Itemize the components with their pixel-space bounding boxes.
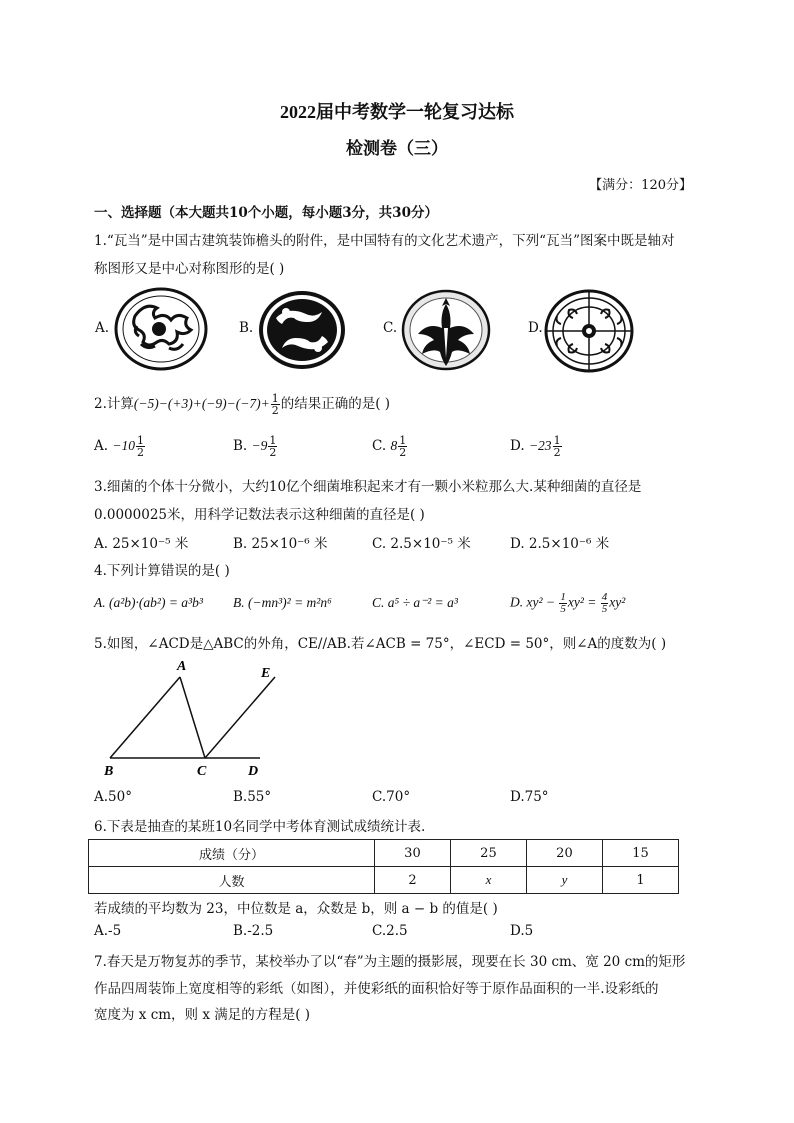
q2-option-fraction	[136, 435, 145, 458]
q3-line2: 0.0000025米，用科学记数法表示这种细菌的直径是( )	[94, 507, 425, 523]
q2-option-fraction	[553, 435, 562, 458]
q2-option-num: 1	[269, 434, 277, 447]
q5-option-c: C.70°	[372, 789, 411, 805]
document-subtitle: 检测卷（三）	[346, 139, 448, 158]
table-row	[89, 867, 679, 894]
q7-line3: 宽度为 x cm，则 x 满足的方程是( )	[94, 1007, 311, 1023]
table-cell: y	[526, 867, 602, 894]
q2-option-label: C.	[372, 438, 387, 454]
q4-option-d: D. xy² − $\frac{1}{5}$ xy² = $\frac{4}{5}$ xy²	[510, 591, 626, 615]
q2-option-label: A.	[94, 438, 109, 454]
q1-option-d-label: D.	[528, 320, 543, 336]
q2-option-den: 2	[553, 446, 561, 459]
q3-option-d: D. 2.5×10⁻⁶ 米	[510, 536, 610, 552]
q3-option-c: C. 2.5×10⁻⁵ 米	[372, 536, 471, 552]
q2-option-den: 2	[399, 446, 407, 459]
q2-option-label: D.	[510, 438, 525, 454]
table-cell: 成绩（分）	[89, 840, 375, 867]
q2-option-num: 1	[136, 434, 144, 447]
q2-fraction-den: 2	[271, 404, 279, 417]
q4-option-c: C. a⁵ ÷ a⁻² = a³	[372, 595, 458, 610]
q2-suffix: 的结果正确的是( )	[280, 396, 391, 412]
table-row	[89, 840, 679, 867]
q5-point-d: D	[248, 764, 259, 779]
q1-option-a-label: A.	[95, 320, 110, 336]
q2-expression: (−5)−(+3)+(−9)−(−7)+	[133, 396, 270, 411]
q2-option-a	[94, 435, 146, 458]
q2-option-num: 1	[399, 434, 407, 447]
q4-d-frac1	[559, 592, 567, 615]
section-heading: 一、选择题（本大题共10个小题，每小题3分，共30分）	[94, 205, 438, 221]
q1-line1: 1.“瓦当”是中国古建筑装饰檐头的附件，是中国特有的文化艺术遗产，下列“瓦当”图案中既是轴对	[94, 233, 675, 249]
q2-option-whole: −10	[112, 438, 135, 453]
q7-line2: 作品四周装饰上宽度相等的彩纸（如图），并使彩纸的面积恰好等于原作品面积的一半.设彩纸的	[94, 981, 659, 997]
q2-option-whole: 8	[390, 438, 398, 453]
q2-option-den: 2	[269, 446, 277, 459]
q2-option-label: B.	[233, 438, 248, 454]
q2-question	[94, 392, 390, 416]
q5-option-a: A.50°	[94, 789, 132, 805]
table-cell: 20	[526, 840, 602, 867]
q4-option-a: A. (a²b)·(ab²) = a³b³	[94, 595, 203, 610]
q2-option-whole: −23	[528, 438, 552, 453]
table-cell: 1	[602, 867, 678, 894]
wadang-bird-image	[400, 288, 492, 372]
q6-line1: 6.下表是抽查的某班10名同学中考体育测试成绩统计表.	[94, 819, 426, 835]
q6-line2: 若成绩的平均数为 23，中位数是 a，众数是 b，则 a − b 的值是( )	[94, 901, 498, 917]
q3-option-a: A. 25×10⁻⁵ 米	[94, 536, 189, 552]
q6-score-table	[88, 839, 679, 894]
q4-d-frac2-den: 5	[601, 603, 608, 615]
document-title: 2022届中考数学一轮复习达标	[280, 102, 514, 122]
q2-prefix: 2.计算	[94, 396, 134, 412]
q6-option-d: D.5	[510, 923, 534, 939]
q5-line1: 5.如图，∠ACD是△ABC的外角，CE//AB.若∠ACB = 75°，∠ECD = 50°，则∠A的度数为( )	[94, 636, 667, 652]
q7-line1: 7.春天是万物复苏的季节，某校举办了以“春”为主题的摄影展，现要在长 30 cm、宽 20 cm的矩形	[94, 954, 686, 970]
table-cell: 25	[450, 840, 526, 867]
q1-line2: 称图形又是中心对称图形的是( )	[94, 261, 285, 277]
q3-option-b: B. 25×10⁻⁶ 米	[233, 536, 328, 552]
q6-option-a: A.-5	[94, 923, 122, 939]
q5-option-d: D.75°	[510, 789, 549, 805]
q4-d-frac1-den: 5	[560, 603, 566, 615]
q2-option-fraction	[398, 435, 407, 458]
q4-line1: 4.下列计算错误的是( )	[94, 563, 230, 579]
q4-d-frac2	[601, 592, 609, 615]
q2-fraction-num: 1	[271, 392, 279, 405]
q2-option-d	[510, 435, 563, 458]
q4-d-frac2-num: 4	[601, 591, 608, 603]
q4-option-b: B. (−mn³)² = m²n⁶	[233, 595, 332, 610]
q5-point-e: E	[261, 666, 271, 681]
q1-option-c-label: C.	[383, 320, 398, 336]
q6-option-b: B.-2.5	[233, 923, 274, 939]
wadang-tiger-image	[113, 286, 209, 372]
q6-option-c: C.2.5	[372, 923, 408, 939]
q2-option-whole: −9	[251, 438, 268, 453]
q2-option-c	[372, 435, 408, 458]
q2-option-b	[233, 435, 278, 458]
q2-option-den: 2	[136, 446, 144, 459]
table-cell: 2	[374, 867, 450, 894]
q5-point-b: B	[104, 764, 114, 779]
q5-point-a: A	[177, 659, 187, 674]
table-cell: 30	[374, 840, 450, 867]
q5-triangle-diagram	[95, 655, 285, 780]
q2-option-fraction	[268, 435, 277, 458]
table-cell: x	[450, 867, 526, 894]
q5-option-b: B.55°	[233, 789, 272, 805]
q2-fraction	[271, 393, 280, 416]
wadang-scroll-image	[543, 288, 635, 374]
table-cell: 15	[602, 840, 678, 867]
q1-option-b-label: B.	[239, 320, 254, 336]
q5-point-c: C	[197, 764, 207, 779]
full-score: 【满分：120分】	[589, 178, 692, 193]
q4-d-frac1-num: 1	[560, 591, 566, 603]
wadang-cloud-image	[256, 288, 348, 372]
q2-option-num: 1	[553, 434, 561, 447]
q3-line1: 3.细菌的个体十分微小，大约10亿个细菌堆积起来才有一颗小米粒那么大.某种细菌的直径是	[94, 479, 642, 495]
table-cell: 人数	[89, 867, 375, 894]
